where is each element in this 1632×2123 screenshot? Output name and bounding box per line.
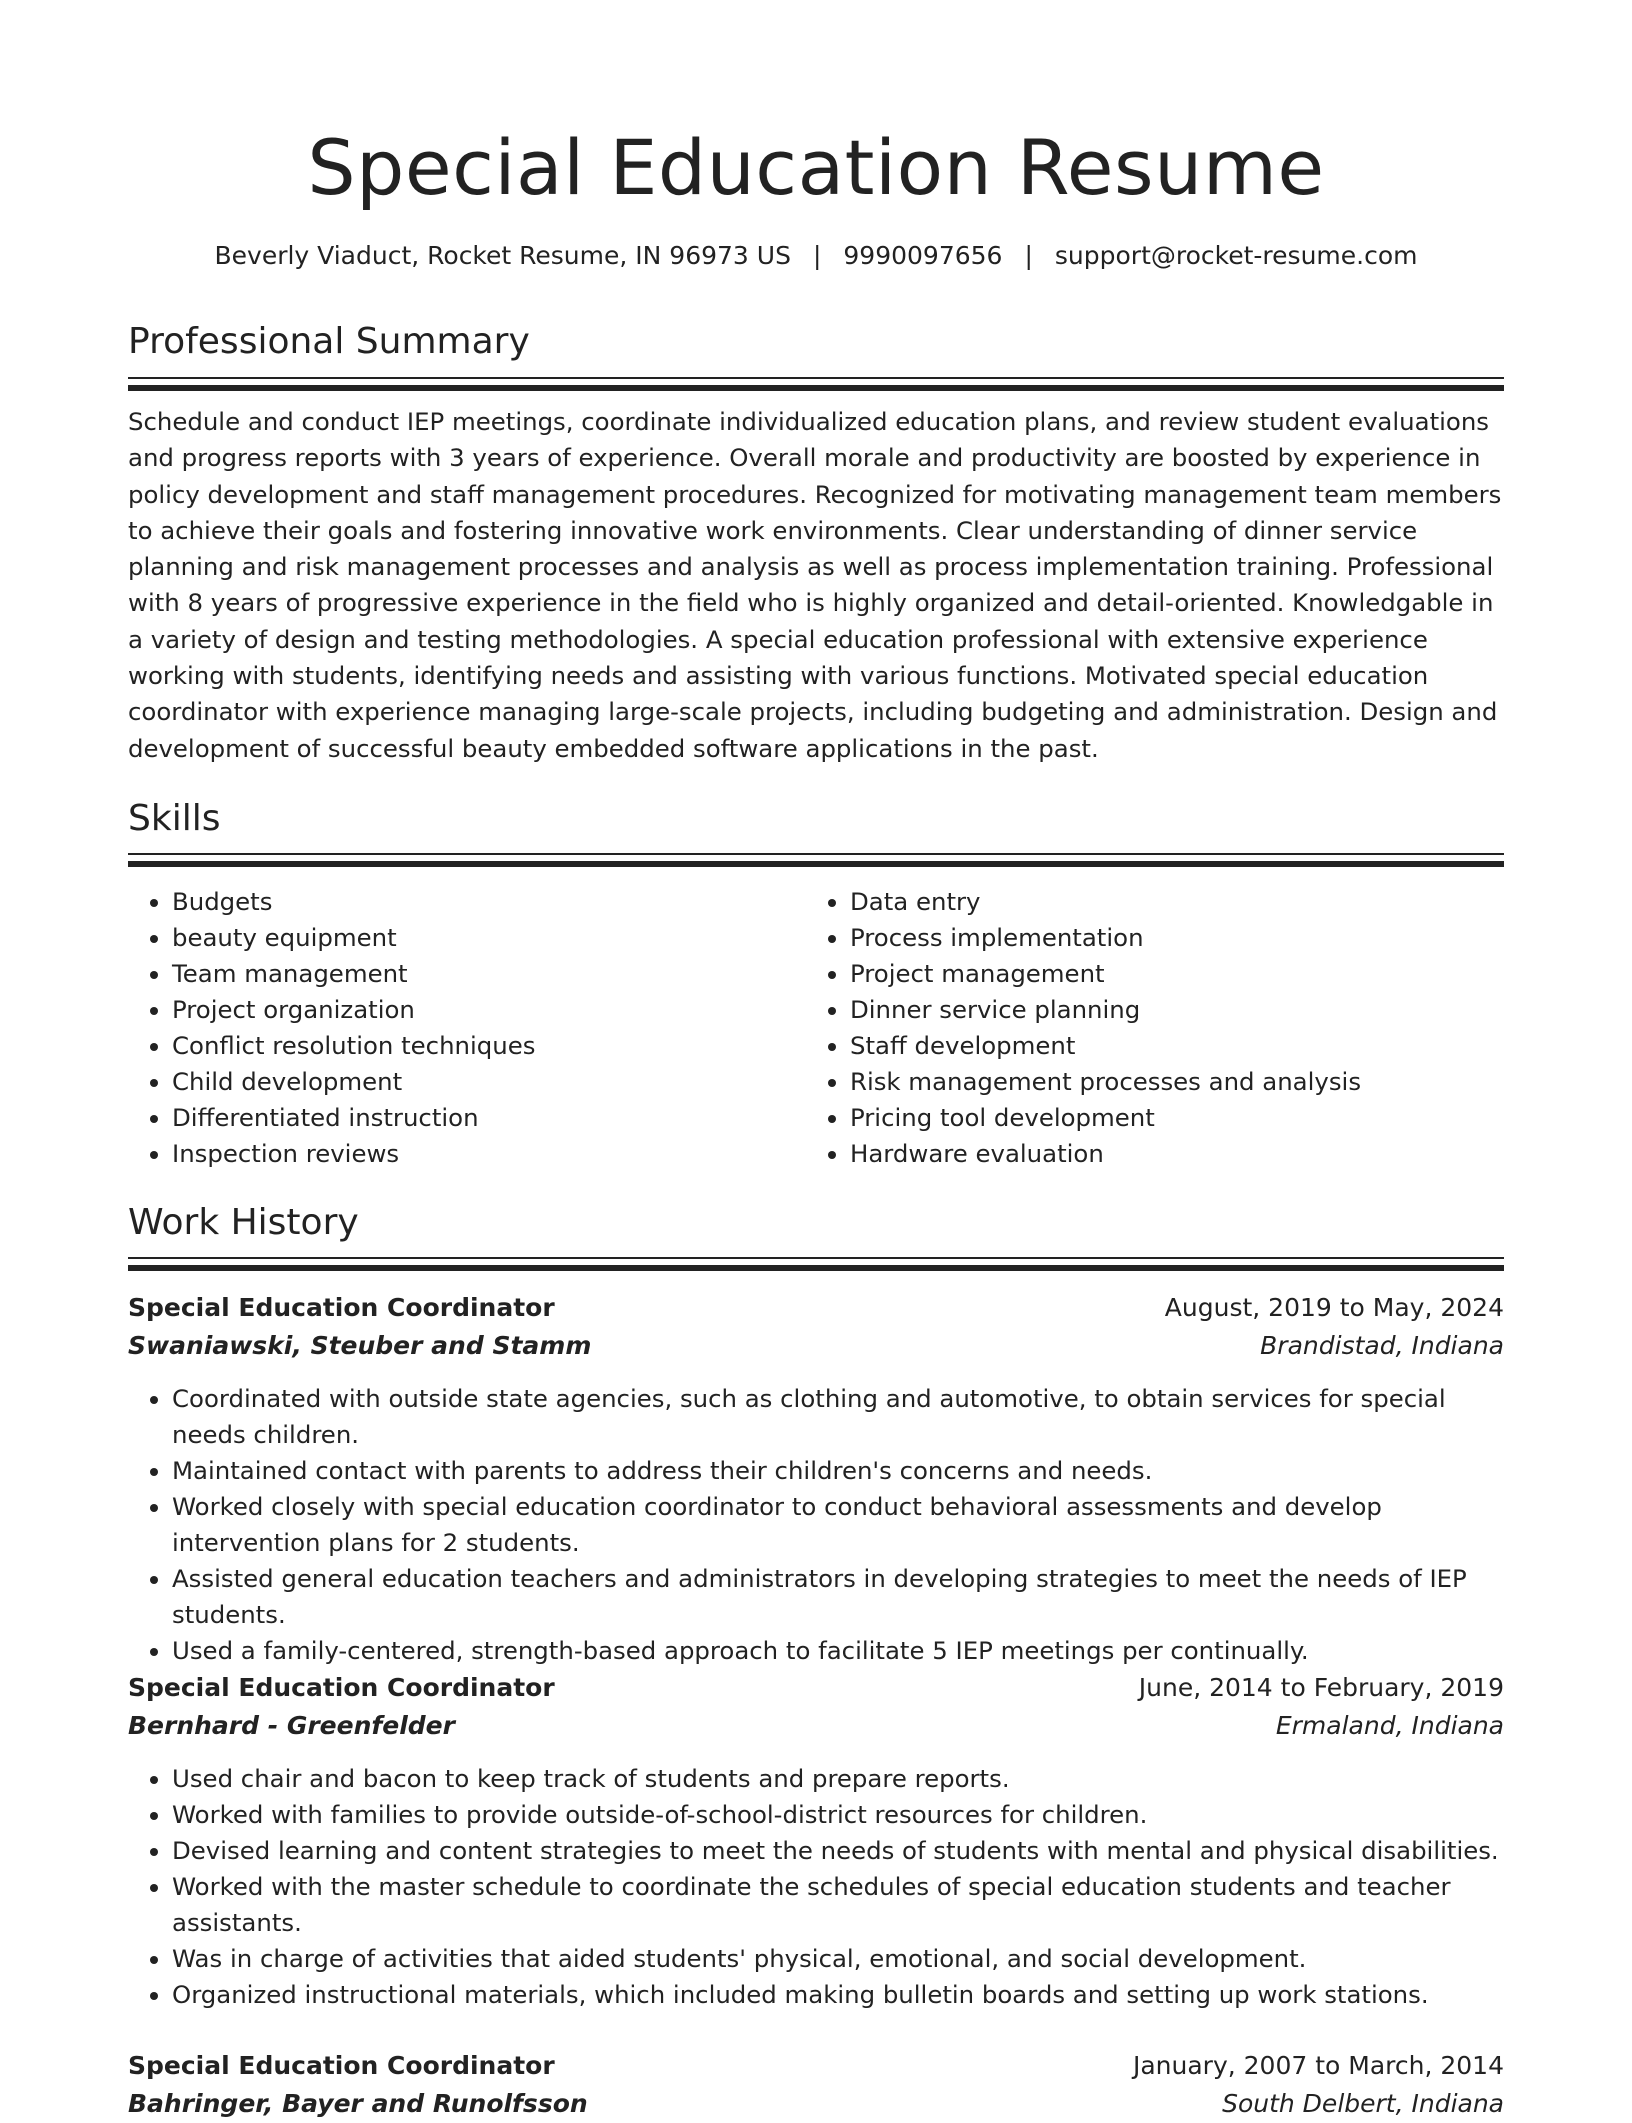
skill-item: • Project organization xyxy=(172,992,802,1028)
job-dates: June, 2014 to February, 2019 xyxy=(1138,1673,1504,1702)
job-entry xyxy=(128,1669,1504,2013)
section-divider xyxy=(128,861,1504,867)
job-header-row xyxy=(128,1289,1504,1327)
skill-item: • Process implementation xyxy=(850,920,1504,956)
job-duty: • Used a family-centered, strength-based approach to facilitate 5 IEP meetings per continually. xyxy=(172,1633,1504,1669)
job-title: Special Education Coordinator xyxy=(128,1293,555,1322)
summary-heading: Professional Summary xyxy=(128,321,530,362)
section-divider xyxy=(128,1265,1504,1271)
skill-item: • Child development xyxy=(172,1064,802,1100)
contact-phone: 9990097656 xyxy=(843,241,1003,270)
summary-section-header xyxy=(128,318,1504,366)
job-duties-list xyxy=(128,1381,1504,1669)
job-duty: • Used chair and bacon to keep track of students and prepare reports. xyxy=(172,1761,1504,1797)
job-title: Special Education Coordinator xyxy=(128,2051,555,2080)
job-header-row xyxy=(128,2047,1504,2085)
job-location: Ermaland, Indiana xyxy=(1275,1711,1504,1740)
summary-text: Schedule and conduct IEP meetings, coordinate individualized education plans, and review student evaluations and progress reports with 3 years of experience. Overall morale and productivity are boosted by experience in policy development and staff management procedures. Recognized for motivating management team members to achieve their goals and fostering innovative work environments. Clear understanding of dinner service planning and risk management processes and analysis as well as process implementation training. Professional with 8 years of progressive experience in the field who is highly organized and detail-oriented. Knowledgable in a variety of design and testing methodologies. A special education professional with extensive experience working with students, identifying needs and assisting with various functions. Motivated special education coordinator with experience managing large-scale projects, including budgeting and administration. Design and development of successful beauty embedded software applications in the past. xyxy=(128,407,1502,763)
skill-item: • Dinner service planning xyxy=(850,992,1504,1028)
job-duty: • Worked with the master schedule to coordinate the schedules of special education students and teacher assistants. xyxy=(172,1869,1504,1941)
skills-section-header xyxy=(128,795,1504,843)
skills-heading: Skills xyxy=(128,798,221,839)
contact-email: support@rocket-resume.com xyxy=(1054,241,1418,270)
job-header-row xyxy=(128,1669,1504,1707)
contact-separator: | xyxy=(812,241,822,270)
job-duty: • Assisted general education teachers and administrators in developing strategies to meet the needs of IEP students. xyxy=(172,1561,1504,1633)
work-heading: Work History xyxy=(128,1202,359,1243)
job-location: South Delbert, Indiana xyxy=(1222,2089,1504,2118)
job-company-row xyxy=(128,2085,1504,2123)
job-company: Bahringer, Bayer and Runolfsson xyxy=(128,2089,588,2118)
job-title: Special Education Coordinator xyxy=(128,1673,555,1702)
job-duty: • Worked with families to provide outside-of-school-district resources for children. xyxy=(172,1797,1504,1833)
job-duty: • Organized instructional materials, which included making bulletin boards and setting up work stations. xyxy=(172,1977,1504,2013)
skill-item: • Pricing tool development xyxy=(850,1100,1504,1136)
job-duties-list xyxy=(128,1761,1504,2013)
skill-item: • Staff development xyxy=(850,1028,1504,1064)
job-duty: • Maintained contact with parents to address their children's concerns and needs. xyxy=(172,1453,1504,1489)
job-dates: January, 2007 to March, 2014 xyxy=(1132,2051,1504,2080)
skill-item: • Risk management processes and analysis xyxy=(850,1064,1504,1100)
skill-item: • beauty equipment xyxy=(172,920,802,956)
skill-item: • Conflict resolution techniques xyxy=(172,1028,802,1064)
skill-item: • Team management xyxy=(172,956,802,992)
skill-item: • Hardware evaluation xyxy=(850,1136,1504,1172)
skills-list-left xyxy=(128,884,802,1172)
section-divider xyxy=(128,377,1504,379)
skill-item: • Differentiated instruction xyxy=(172,1100,802,1136)
job-duty: • Coordinated with outside state agencies, such as clothing and automotive, to obtain services for special needs children. xyxy=(172,1381,1504,1453)
job-company-row xyxy=(128,1707,1504,1745)
contact-address: Beverly Viaduct, Rocket Resume, IN 96973 US xyxy=(214,241,791,270)
job-location: Brandistad, Indiana xyxy=(1260,1331,1504,1360)
job-duty: • Was in charge of activities that aided students' physical, emotional, and social development. xyxy=(172,1941,1504,1977)
section-divider xyxy=(128,853,1504,855)
contact-separator: | xyxy=(1024,241,1033,270)
job-dates: August, 2019 to May, 2024 xyxy=(1164,1293,1504,1322)
job-company-row xyxy=(128,1327,1504,1365)
skill-item: • Budgets xyxy=(172,884,802,920)
work-section-header xyxy=(128,1199,1504,1247)
job-company: Swaniawski, Steuber and Stamm xyxy=(128,1331,592,1360)
job-company: Bernhard - Greenfelder xyxy=(128,1711,455,1740)
section-divider xyxy=(128,385,1504,391)
skill-item: • Data entry xyxy=(850,884,1504,920)
skill-item: • Project management xyxy=(850,956,1504,992)
job-entry xyxy=(128,1289,1504,1669)
resume-title: Special Education Resume xyxy=(307,123,1325,212)
skills-list-right xyxy=(806,884,1504,1172)
skill-item: • Inspection reviews xyxy=(172,1136,802,1172)
job-duty: • Devised learning and content strategies to meet the needs of students with mental and physical disabilities. xyxy=(172,1833,1504,1869)
section-divider xyxy=(128,1257,1504,1259)
job-duty: • Worked closely with special education coordinator to conduct behavioral assessments and develop intervention plans for 2 students. xyxy=(172,1489,1504,1561)
contact-line xyxy=(128,238,1504,274)
